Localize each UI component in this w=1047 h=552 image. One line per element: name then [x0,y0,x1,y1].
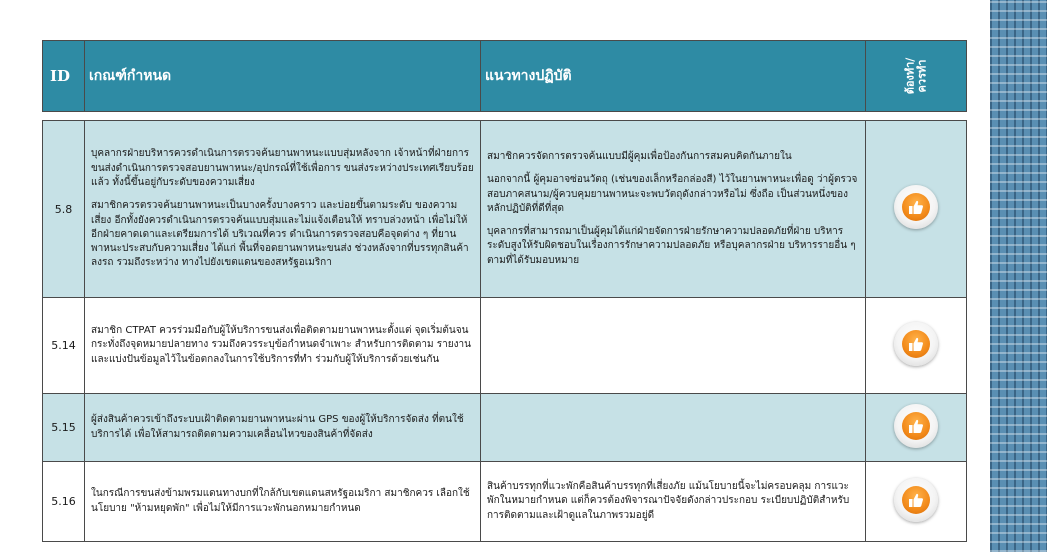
thumbs-up-icon [894,478,938,522]
thumbs-up-icon [894,404,938,448]
guidance-text: สินค้าบรรทุกที่แวะพักคือสินค้าบรรทุกที่เสี่ยงภัย แม้นโยบายนี้จะไม่ครอบคลุม การแวะพักในหมายกำหนด แต่ก็ควรต้องพิจารณาปัจจัยดังกล่าวประกอบ ระเบียบปฏิบัติสำหรับการติดตามและเฝ้าดูแลในภาพรวมอยู่ดี [487,481,850,521]
table-row-5-14 [43,298,967,394]
criteria-cell [85,121,481,298]
criteria-text: สมาชิก CTPAT ควรร่วมมือกับผู้ให้บริการขนส่งเพื่อติดตามยานพาหนะตั้งแต่ จุดเริ่มต้นจนกระทั่งถึงจุดหมายปลายทาง รวมถึงควรระบุข้อกำหนดจำเพาะ สำหรับการติดตาม รายงาน และแบ่งปันข้อมูลไว้ในข้อตกลงในการใช้บริการที่ทำ ร่วมกับผู้ให้บริการด้วยเช่นกัน [91,325,471,365]
thumbs-up-icon [894,322,938,366]
table-row-5-16 [43,462,967,542]
header-must-should [866,41,967,112]
criteria-text: ผู้ส่งสินค้าควรเข้าถึงระบบเฝ้าติดตามยานพาหนะผ่าน GPS ของผู้ให้บริการจัดส่ง ที่ตนใช้บริการได้ เพื่อให้สามารถติดตามความเคลื่อนไหวของสินค้าที่จัดส่ง [91,414,464,440]
table-header-row [43,41,967,112]
header-guidance: แนวทางปฏิบัติ [481,41,866,112]
guidance-cell [481,462,866,542]
thumbs-up-icon [894,185,938,229]
container-stack-decoration [990,0,1047,552]
row-id: 5.16 [43,462,85,542]
row-id: 5.15 [43,394,85,462]
guidance-cell [481,121,866,298]
row-id: 5.8 [43,121,85,298]
criteria-cell [85,462,481,542]
criteria-table [42,40,967,542]
header-id: ID [43,41,85,112]
header-criteria: เกณฑ์กำหนด [85,41,481,112]
guidance-text: นอกจากนี้ ผู้คุมอาจซ่อนวัตถุ (เช่นของเล็กหรือกล่องสี) ไว้ในยานพาหนะเพื่อดู ว่าผู้ตรวจสอบภาคสนาม/ผู้ควบคุมยานพาหนะจะพบวัตถุดังกล่าวหรือไม่ ซึ่งถือ เป็นส่วนหนึ่งของหลักปฏิบัติที่ดีที่สุด [487,174,858,214]
row-id: 5.14 [43,298,85,394]
table-row-5-8 [43,121,967,298]
criteria-text: บุคลากรฝ่ายบริหารควรดำเนินการตรวจค้นยานพาหนะแบบสุ่มหลังจาก เจ้าหน้าที่ฝ่ายการขนส่งดำเนินการตรวจสอบยานพาหนะ/อุปกรณ์ที่ใช้เพื่อการ ขนส่งระหว่างประเทศเรียบร้อยแล้ว ทั้งนี้ขึ้นอยู่กับระดับของความเสี่ยง [91,148,474,188]
rating-cell [866,462,967,542]
table-row-5-15 [43,394,967,462]
guidance-text: สมาชิกควรจัดการตรวจค้นแบบมีผู้คุมเพื่อป้องกันการสมคบคิดกันภายใน [487,150,792,162]
rating-cell [866,298,967,394]
guidance-text: บุคลากรที่สามารถมาเป็นผู้คุมได้แก่ฝ่ายจัดการฝ่ายรักษาความปลอดภัยที่ฝ่าย บริหารระดับสูงให้รับผิดชอบในเรื่องการรักษาความปลอดภัย หรือบุคลากรฝ่าย บริหารรายอื่น ๆ ตามที่ได้รับมอบหมาย [487,226,856,266]
rating-cell [866,394,967,462]
criteria-cell [85,394,481,462]
criteria-text: สมาชิกควรตรวจค้นยานพาหนะเป็นบางครั้งบางคราว และบ่อยขึ้นตามระดับ ของความเสี่ยง อีกทั้งยังควรดำเนินการตรวจค้นแบบสุ่มและไม่แจ้งเตือนให้ ทราบล่วงหน้า เพื่อไม่ให้อีกฝ่ายคาดเดาและเตรียมการได้ บริเวณที่ควร ดำเนินการตรวจสอบคือจุดต่าง ๆ ที่ยานพาหนะประสบกับความเสี่ยง ได้แก่ พื้นที่จอดยานพาหนะขนส่ง ช่วงหลังจากที่บรรทุกสินค้าลงรถ รวมถึงระหว่าง ทางไปยังเขตแดนของสหรัฐอเมริกา [91,200,469,269]
criteria-text: ในกรณีการขนส่งข้ามพรมแดนทางบกที่ใกล้กับเขตแดนสหรัฐอเมริกา สมาชิกควร เลือกใช้นโยบาย "ห้ามหยุดพัก" เพื่อไม่ให้มีการแวะพักนอกหมายกำหนด [91,488,470,514]
guidance-cell [481,298,866,394]
rating-cell [866,121,967,298]
header-must-should-label: ต้องทำ/ ควรทำ [902,57,928,94]
criteria-cell [85,298,481,394]
guidance-cell [481,394,866,462]
